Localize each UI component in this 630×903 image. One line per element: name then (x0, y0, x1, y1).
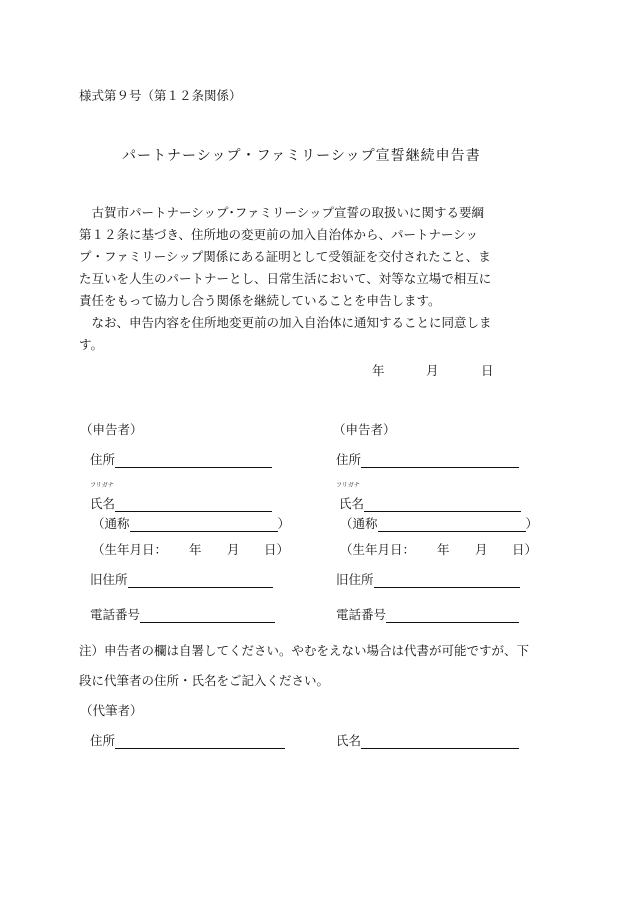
declarant-address-field[interactable] (336, 450, 519, 468)
proxy-name-field[interactable] (336, 731, 519, 749)
note-line: 段に代筆者の住所・氏名をご記入ください。 (79, 673, 330, 688)
birth-day-label: 日） (264, 542, 290, 557)
declaration-text (79, 202, 492, 356)
name-label: 氏名 (339, 496, 365, 511)
address-label: 住所 (90, 452, 116, 467)
declaration-line: 古賀市パートナーシップ･ファミリーシップ宣誓の取扱いに関する要綱 (79, 205, 485, 220)
old-address-input-line[interactable] (374, 573, 520, 588)
phone-input-line[interactable] (386, 608, 519, 623)
declaration-line: なお、申告内容を住所地変更前の加入自治体に通知することに同意しま (79, 315, 492, 330)
declarant-address-field[interactable] (90, 450, 272, 468)
declaration-line: 責任をもって協力し合う関係を継続していることを申告します。 (79, 293, 441, 308)
declarant-alias-field[interactable] (92, 514, 290, 532)
declarant-heading: （申告者） (333, 422, 396, 437)
birthdate-label: （生年月日： (340, 542, 416, 557)
name-label: 氏名 (90, 496, 116, 511)
proxy-address-input-line[interactable] (115, 734, 285, 749)
proxy-address-label: 住所 (90, 733, 116, 748)
proxy-heading: （代筆者） (80, 703, 143, 718)
old-address-label: 旧住所 (90, 572, 128, 587)
birthdate-label: （生年月日： (92, 542, 168, 557)
note-line: 注）申告者の欄は自署してください。やむをえない場合は代書が可能ですが、下 (79, 643, 530, 658)
document-title: パートナーシップ・ファミリーシップ宣誓継続申告書 (122, 148, 481, 164)
date-day-label: 日 (481, 363, 494, 378)
address-input-line[interactable] (115, 453, 272, 468)
furigana-label: フリガナ (90, 482, 114, 489)
phone-input-line[interactable] (140, 608, 275, 623)
declarant-phone-field[interactable] (336, 605, 519, 623)
proxy-name-label: 氏名 (336, 733, 362, 748)
date-year-label: 年 (372, 363, 385, 378)
address-input-line[interactable] (361, 453, 519, 468)
declarant-heading: （申告者） (80, 422, 143, 437)
declaration-line: た互いを人生のパートナーとし、日常生活において、対等な立場で相互に (79, 271, 492, 286)
declaration-line: 第１２条に基づき、住所地の変更前の加入自治体から、パートナーシッ (79, 227, 479, 242)
declaration-line: プ・ファミリーシップ関係にある証明として受領証を交付されたこと、ま (79, 249, 491, 264)
declarant-name-field[interactable] (90, 494, 272, 512)
proxy-name-input-line[interactable] (361, 734, 519, 749)
declarant-old-address-field[interactable] (336, 570, 520, 588)
birth-month-label: 月 (227, 542, 240, 557)
birth-month-label: 月 (475, 542, 488, 557)
address-label: 住所 (336, 452, 362, 467)
birth-day-label: 日） (512, 542, 538, 557)
old-address-label: 旧住所 (336, 572, 374, 587)
birth-year-label: 年 (437, 542, 450, 557)
declarant-old-address-field[interactable] (90, 570, 273, 588)
declarant-alias-field[interactable] (340, 514, 538, 532)
alias-input-line[interactable] (130, 517, 278, 532)
alias-close: ） (277, 516, 291, 531)
alias-label: （通称 (92, 516, 130, 531)
proxy-address-field[interactable] (90, 731, 285, 749)
declaration-line: す。 (79, 337, 104, 352)
name-input-line[interactable] (364, 497, 521, 512)
alias-input-line[interactable] (378, 517, 526, 532)
declarant-name-field[interactable] (339, 494, 521, 512)
birth-year-label: 年 (189, 542, 202, 557)
alias-close: ） (525, 516, 539, 531)
furigana-label: フリガナ (336, 482, 360, 489)
form-number: 様式第９号（第１２条関係） (79, 88, 242, 103)
date-month-label: 月 (426, 363, 439, 378)
old-address-input-line[interactable] (128, 573, 273, 588)
name-input-line[interactable] (115, 497, 272, 512)
alias-label: （通称 (340, 516, 378, 531)
phone-label: 電話番号 (336, 607, 387, 622)
declarant-phone-field[interactable] (90, 605, 275, 623)
phone-label: 電話番号 (90, 607, 141, 622)
